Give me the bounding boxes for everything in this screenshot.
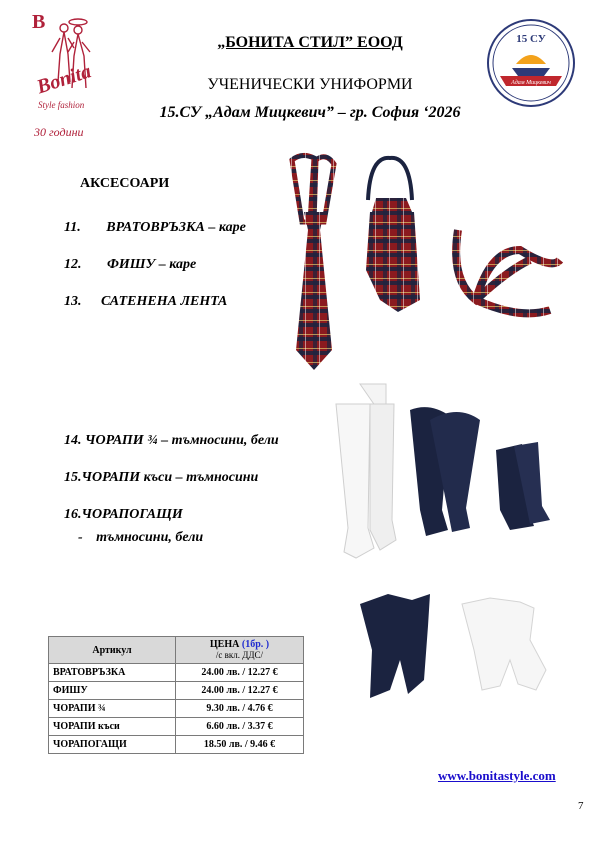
navy-tights-image [360,594,430,698]
row-price: 18.50 лв. / 9.46 € [176,736,304,754]
price-header-vat: /с вкл. ДДС/ [215,650,264,660]
website-link[interactable]: www.bonitastyle.com [438,768,556,783]
jabot-image [366,158,420,312]
logo-brand: Bonita [34,60,94,99]
row-price: 9.30 лв. / 4.76 € [176,700,304,718]
price-header-unit: (1бр. ) [241,639,270,650]
row-price: 24.00 лв. / 12.27 € [176,682,304,700]
ribbon-image [456,230,560,313]
list-item-ribbon [64,294,227,310]
school-logo [486,18,576,108]
table-row [49,700,304,718]
column-header-item: Артикул [49,637,176,664]
table-row [49,736,304,754]
list-item-tie [64,220,246,236]
list-item-tights: 16.ЧОРАПОГАЩИ [64,507,183,522]
accessories-illustration [280,150,580,380]
logo-years: 30 години [34,125,84,139]
company-name: „БОНИТА СТИЛ” ЕООД [217,34,403,51]
price-header-label: ЦЕНА [209,639,240,650]
section-title: АКСЕСОАРИ [80,176,170,191]
document-subtitle: УЧЕНИЧЕСКИ УНИФОРМИ [207,76,413,93]
list-dash: - [78,530,83,545]
table-row [49,664,304,682]
list-item-number: 13. [64,294,82,309]
list-item-number: 11. [64,220,81,235]
navy-socks-image [410,407,480,536]
table-row [49,718,304,736]
list-item-label: ФИШУ – каре [107,257,197,272]
list-item-socks-short: 15.ЧОРАПИ къси – тъмносини [64,470,259,485]
tights-illustration [350,590,560,710]
logo-letter: B [32,11,46,33]
row-price: 24.00 лв. / 12.27 € [176,664,304,682]
list-item-tights-colors [78,530,203,546]
list-item-label: ВРАТОВРЪЗКА – каре [106,220,246,235]
row-item: ЧОРАПОГАЩИ [49,736,176,754]
row-price: 6.60 лв. / 3.37 € [176,718,304,736]
logo-tagline: Style fashion [38,100,85,110]
white-socks-image [336,384,396,558]
tie-image [292,155,334,370]
list-item-label: тъмносини, бели [96,530,204,545]
short-socks-image [496,442,550,530]
row-item: ВРАТОВРЪЗКА [49,664,176,682]
socks-illustration [330,380,560,580]
row-item: ЧОРАПИ къси [49,718,176,736]
table-header-row [49,637,304,664]
row-item: ЧОРАПИ ¾ [49,700,176,718]
school-logo-banner: Адам Мицкевич [511,80,551,86]
list-item-socks-34: 14. ЧОРАПИ ¾ – тъмносини, бели [64,433,279,448]
list-item-number: 12. [64,257,82,272]
list-item-jabot [64,257,196,273]
bonita-logo [28,8,110,148]
white-tights-image [462,598,546,690]
table-row [49,682,304,700]
column-header-price [176,637,304,664]
list-item-label: САТЕНЕНА ЛЕНТА [101,294,228,309]
price-table [48,636,304,754]
page-number: 7 [578,800,584,812]
school-logo-text: 15 СУ [516,33,546,45]
school-title: 15.СУ „Адам Мицкевич” – гр. София ‘2026 [159,104,461,121]
row-item: ФИШУ [49,682,176,700]
